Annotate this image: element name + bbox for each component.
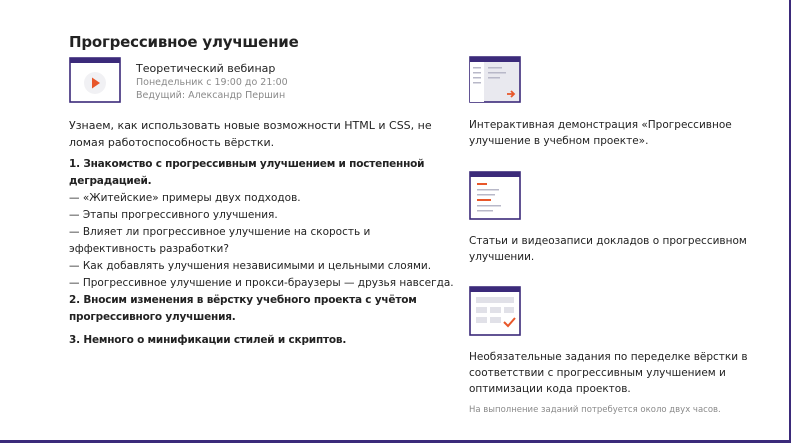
articles-videos-icon	[469, 171, 521, 220]
video-play-icon	[69, 57, 121, 103]
webinar-schedule: Понедельник с 19:00 до 21:00	[136, 77, 288, 88]
webinar-host: Ведущий: Александр Першин	[136, 90, 286, 101]
intro-text: Узнаем, как использовать новые возможности HTML и CSS, не ломая работоспособность вёрстки.	[69, 119, 432, 149]
section-item: — Влияет ли прогрессивное улучшение на скорость и эффективность разработки?	[69, 226, 371, 255]
page-title: Прогрессивное улучшение	[69, 33, 299, 51]
feature-text-assignments: Необязательные задания по переделке вёрстки в соответствии с прогрессивным улучшением и оптимизации кода проектов.	[469, 351, 748, 395]
section-item: — Этапы прогрессивного улучшения.	[69, 209, 278, 221]
assignment-duration-note: На выполнение заданий потребуется около двух часов.	[469, 405, 721, 415]
section-item: — «Житейские» примеры двух подходов.	[69, 192, 301, 204]
interactive-demo-icon	[469, 56, 521, 103]
program-section-1	[69, 156, 459, 292]
webinar-info	[136, 62, 288, 102]
program-section-3	[69, 332, 459, 349]
section-heading: 1. Знакомство с прогрессивным улучшением и постепенной деградацией.	[69, 158, 425, 187]
section-item: — Прогрессивное улучшение и прокси-браузеры — друзья навсегда.	[69, 277, 454, 289]
section-heading: 3. Немного о минификации стилей и скриптов.	[69, 334, 347, 346]
feature-text-demo: Интерактивная демонстрация «Прогрессивное улучшение в учебном проекте».	[469, 119, 732, 147]
feature-text-articles: Статьи и видеозаписи докладов о прогрессивном улучшении.	[469, 235, 747, 263]
section-heading: 2. Вносим изменения в вёрстку учебного проекта с учётом прогрессивного улучшения.	[69, 294, 417, 323]
assignment-check-icon	[469, 286, 521, 336]
webinar-title: Теоретический вебинар	[136, 62, 276, 75]
program-section-2	[69, 292, 459, 326]
section-item: — Как добавлять улучшения независимыми и цельными слоями.	[69, 260, 432, 272]
